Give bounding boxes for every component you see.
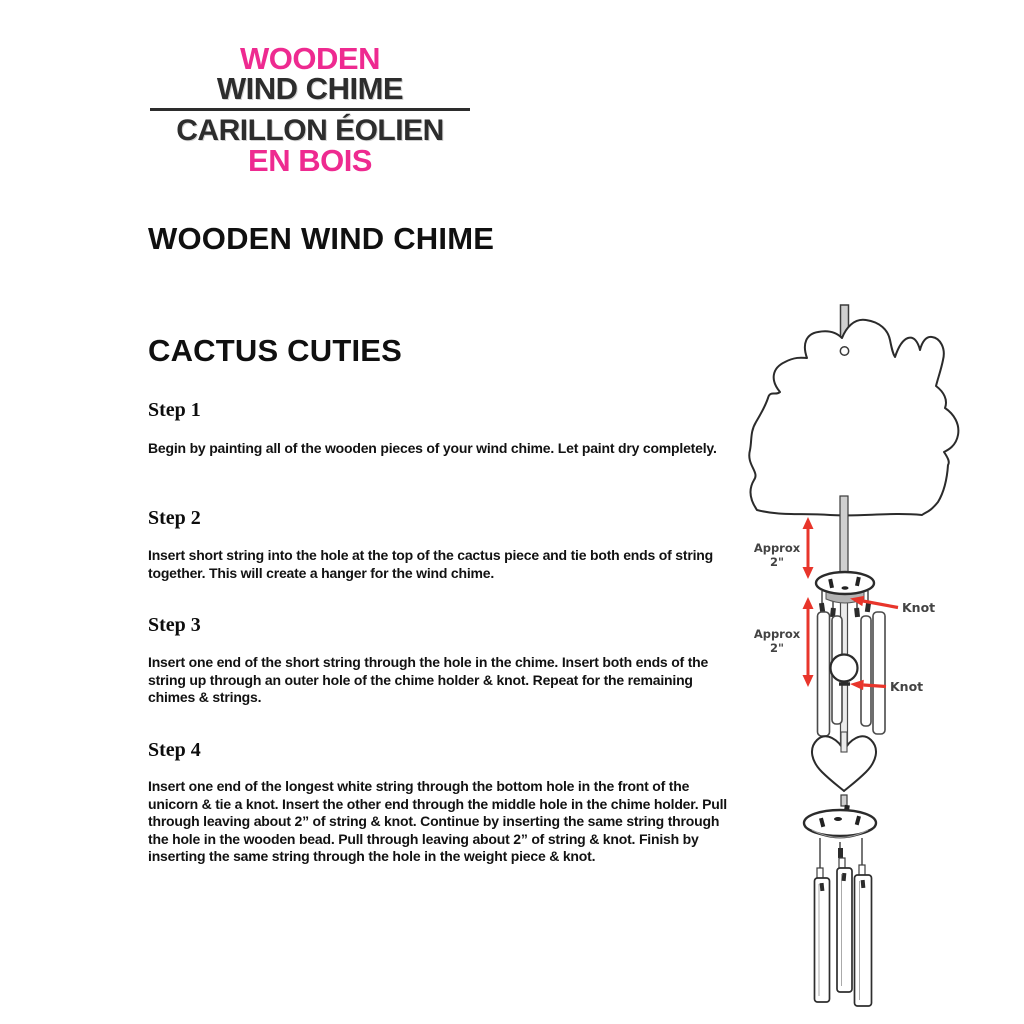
step-1-paragraph: Begin by painting all of the wooden pieces of your wind chime. Let paint dry completely. xyxy=(148,440,717,456)
top-string-hole xyxy=(840,347,848,355)
step-4-heading: Step 4 xyxy=(148,739,201,761)
measure-arrow-top xyxy=(803,517,814,579)
logo-divider xyxy=(150,108,470,111)
approx-label-top-line2: 2" xyxy=(770,555,784,569)
step-4-paragraph: Insert one end of the longest white string through the bottom hole in the front of the unicorn & tie a knot. Insert the other end through the middle hole in the chime holder. Pull through leaving about 2” of string & knot. Continue by inserting the same string through the hole in the wooden bead. Pull through leaving about 2” of string & knot. Finish by inserting the same string through the hole in the weight piece & knot. xyxy=(148,778,727,864)
knot-label-bottom: Knot xyxy=(890,679,924,694)
chime-tube xyxy=(855,875,872,1006)
page-title: WOODEN WIND CHIME xyxy=(148,221,495,256)
chime-tube xyxy=(873,612,885,734)
logo-line-wind-chime: WIND CHIME xyxy=(216,71,404,106)
weight-string xyxy=(841,795,847,806)
middle-string-knot xyxy=(838,848,843,858)
measure-arrow-bottom xyxy=(803,597,814,687)
approx-label-bottom-line1: Approx xyxy=(753,627,801,641)
logo-line-carillon: CARILLON ÉOLIEN xyxy=(176,114,444,147)
wooden-bead xyxy=(831,655,858,682)
section-title: CACTUS CUTIES xyxy=(148,333,403,368)
approx-label-top-line1: Approx xyxy=(753,541,801,555)
step-1-heading: Step 1 xyxy=(148,399,201,421)
knot-label-top: Knot xyxy=(902,600,936,615)
wind-chime-assembly-diagram xyxy=(740,300,1024,1024)
step-2-heading: Step 2 xyxy=(148,507,201,529)
cactus-outline xyxy=(749,320,958,516)
chime-holder-disc xyxy=(816,572,874,594)
string-into-heart xyxy=(841,732,847,752)
logo-wordmark xyxy=(150,41,470,178)
step-3-heading: Step 3 xyxy=(148,614,201,636)
approx-label-bottom-line2: 2" xyxy=(770,641,784,655)
chime-tube xyxy=(837,868,852,992)
logo-line-en-bois: EN BOIS xyxy=(248,143,372,178)
step-2-paragraph: Insert short string into the hole at the top of the cactus piece and tie both ends of string together. This will create a hanger for the wind chime. xyxy=(148,547,713,581)
logo-line-wooden: WOODEN xyxy=(240,41,380,76)
chime-tube xyxy=(818,612,830,736)
step-3-paragraph: Insert one end of the short string through the hole in the chime. Insert both ends of the string up through an outer hole of the chime holder & knot. Repeat for the remaining chimes & strings. xyxy=(148,654,709,705)
hanger-rod xyxy=(840,496,848,576)
chime-tube xyxy=(815,878,830,1002)
chime-tube xyxy=(861,616,871,726)
